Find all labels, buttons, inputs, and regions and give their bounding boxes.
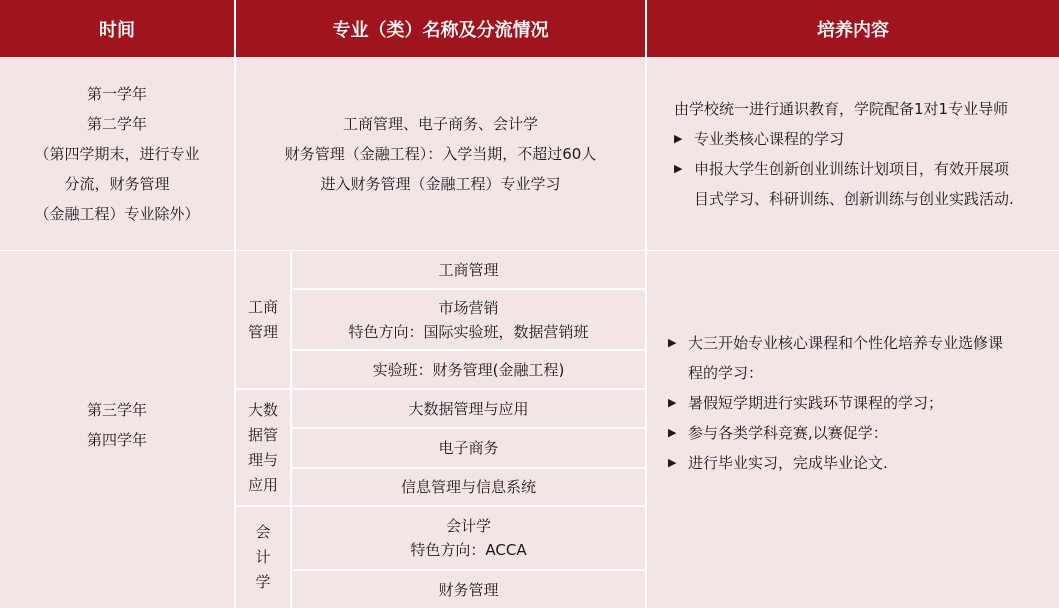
major-name: 大数据管理与应用 [408,399,529,418]
triangle-right-icon: ▶ [668,396,677,409]
group-label-big-data [236,390,290,505]
triangle-right-icon: ▶ [668,426,677,439]
group-label-line: 计 [255,548,271,566]
header-major: 专业（类）名称及分流情况 [332,19,549,41]
bullet-text: 大三开始专业核心课程和个性化培养专业选修课 [688,334,1004,352]
header-time: 时间 [99,19,135,41]
major-name: 信息管理与信息系统 [400,478,536,496]
time-line: （金融工程）专业除外） [34,204,200,223]
bullet-text: 暑假短学期进行实践环节课程的学习； [688,394,944,412]
time-cell [0,251,234,598]
major-item [292,290,645,349]
group-label-line: 管理 [247,322,278,341]
major-line: 工商管理、电子商务、会计学 [342,114,538,133]
content-cell [674,94,1054,214]
time-line: 分流，财务管理 [64,174,170,193]
table-header [0,0,1059,57]
major-direction: 特色方向：国际实验班，数据营销班 [348,322,589,341]
major-name: 电子商务 [438,439,499,457]
table-row-year-1-2 [0,57,1059,250]
major-item [292,429,645,467]
major-name: 实验班：财务管理(金融工程) [372,360,565,379]
major-name: 财务管理 [438,580,499,599]
list-item [668,418,1054,448]
group-label-line: 工商 [247,297,278,316]
list-item [668,388,1054,418]
major-item [292,507,645,569]
bullet-text-continued: 程的学习： [688,364,764,382]
major-direction: 特色方向：ACCA [410,541,527,559]
group-label-line: 大数 [247,400,278,419]
time-line: （第四学期末，进行专业 [34,144,200,163]
major-cell [236,57,645,250]
major-line: 财务管理（金融工程）：入学当期，不超过60人 [284,144,597,163]
column-divider [645,251,647,608]
time-line: 第三学年 [86,400,147,419]
column-divider [645,57,647,250]
triangle-right-icon: ▶ [668,336,677,349]
major-item [292,571,645,608]
major-item [292,351,645,388]
time-cell [0,57,234,250]
triangle-right-icon: ▶ [674,132,683,145]
group-label-line: 理与 [247,450,278,469]
time-line: 第四学年 [86,430,147,449]
header-content: 培养内容 [817,19,889,41]
major-name: 工商管理 [438,260,499,279]
group-label-accounting [236,507,290,608]
bullet-text: 申报大学生创新创业训练计划项目，有效开展项 [694,160,1010,178]
list-item [674,154,1054,184]
time-line: 第二学年 [86,114,147,133]
triangle-right-icon: ▶ [674,162,683,175]
content-cell [668,328,1054,478]
major-item [292,251,645,288]
major-item [292,469,645,505]
group-label-line: 据管 [247,425,278,444]
triangle-right-icon: ▶ [668,456,677,469]
group-label-business [236,251,290,388]
bullet-text: 参与各类学科竞赛,以赛促学： [688,424,888,442]
list-item [668,328,1054,358]
group-label-line: 学 [255,573,271,591]
major-name: 市场营销 [438,298,499,317]
bullet-text: 进行毕业实习，完成毕业论文. [688,454,888,472]
list-item [674,124,1054,154]
content-intro: 由学校统一进行通识教育，学院配备1对1专业导师 [674,100,1009,118]
group-label-line: 会 [255,523,271,541]
major-line: 进入财务管理（金融工程）专业学习 [320,174,561,193]
major-name: 会计学 [445,517,491,535]
table-row-year-3-4 [0,251,1059,608]
list-item [668,448,1054,478]
bullet-text: 专业类核心课程的学习 [694,130,845,148]
major-item [292,390,645,427]
group-label-line: 应用 [247,475,278,494]
bullet-text-continued: 目式学习、科研训练、创新训练与创业实践活动. [694,190,1014,208]
time-line: 第一学年 [86,84,147,103]
